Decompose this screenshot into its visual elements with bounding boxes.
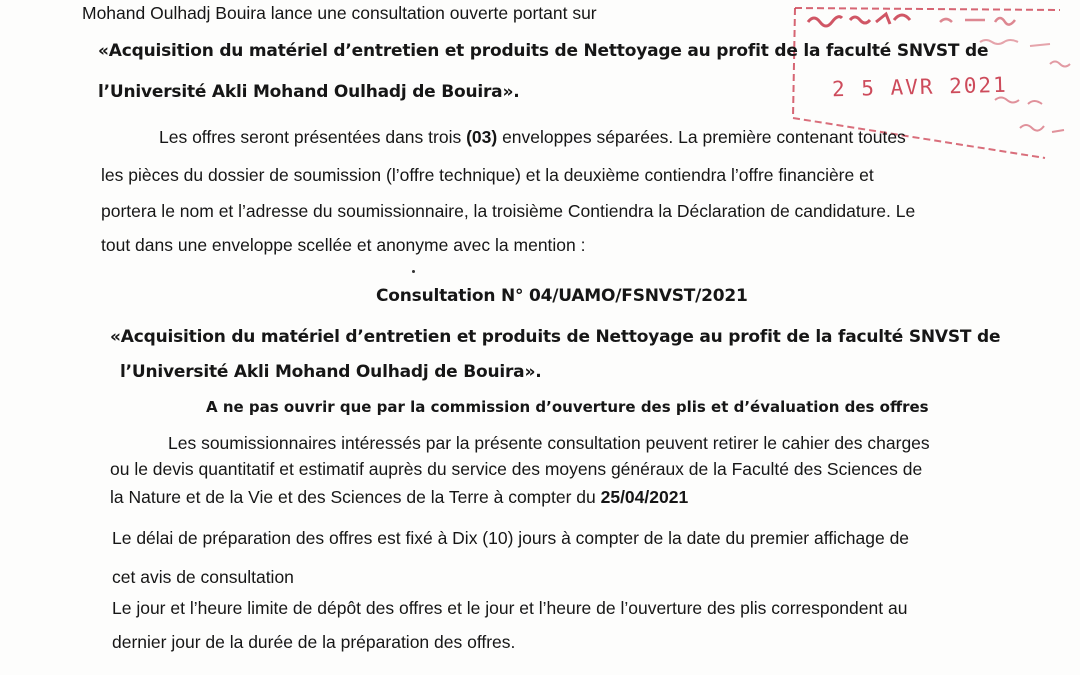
scan-speck <box>412 270 415 273</box>
paragraph-envelopes-line1 <box>159 126 906 148</box>
subject-title-line2: l’Université Akli Mohand Oulhadj de Bouira». <box>98 82 520 102</box>
stamp-date: 2 5 AVR 2021 <box>831 72 1009 102</box>
do-not-open-warning: A ne pas ouvrir que par la commission d’ouverture des plis et d’évaluation des offres <box>206 398 929 416</box>
paragraph-submission-line2: dernier jour de la durée de la préparation des offres. <box>112 632 516 652</box>
paragraph-deadline-line2: cet avis de consultation <box>112 567 294 587</box>
mention-title-line2: l’Université Akli Mohand Oulhadj de Bouira». <box>120 362 542 382</box>
paragraph-envelopes-line2: les pièces du dossier de soumission (l’offre technique) et la deuxième contiendra l’offre financière et <box>101 165 874 185</box>
paragraph-deadline-line1: Le délai de préparation des offres est fixé à Dix (10) jours à compter de la date du premier affichage de <box>112 528 910 548</box>
paragraph-envelopes-line3: portera le nom et l’adresse du soumissionnaire, la troisième Contiendra la Déclaration de candidature. Le <box>101 201 916 221</box>
text-segment: la Nature et de la Vie et des Sciences de la Terre à compter du <box>110 487 601 507</box>
paragraph-submission-line1: Le jour et l’heure limite de dépôt des offres et le jour et l’heure de l’ouverture des plis correspondent au <box>112 598 908 618</box>
start-date: 25/04/2021 <box>600 487 689 507</box>
paragraph-withdrawal-line3 <box>110 486 688 508</box>
paragraph-withdrawal-line2: ou le devis quantitatif et estimatif auprès du service des moyens généraux de la Faculté des Sciences de <box>110 459 923 479</box>
text-segment: enveloppes séparées. La première contenant toutes <box>497 127 906 147</box>
envelope-count: (03) <box>466 127 498 147</box>
consultation-number: Consultation N° 04/UAMO/FSNVST/2021 <box>376 286 748 306</box>
intro-line: Mohand Oulhadj Bouira lance une consultation ouverte portant sur <box>82 3 597 23</box>
subject-title-line1: «Acquisition du matériel d’entretien et produits de Nettoyage au profit de la faculté SNVST de <box>98 41 989 61</box>
paragraph-withdrawal-line1: Les soumissionnaires intéressés par la présente consultation peuvent retirer le cahier des charges <box>168 433 930 453</box>
paragraph-envelopes-line4: tout dans une enveloppe scellée et anonyme avec la mention : <box>101 235 586 255</box>
text-segment: Les offres seront présentées dans trois <box>159 127 467 147</box>
mention-title-line1: «Acquisition du matériel d’entretien et produits de Nettoyage au profit de la faculté SNVST de <box>110 327 1001 347</box>
